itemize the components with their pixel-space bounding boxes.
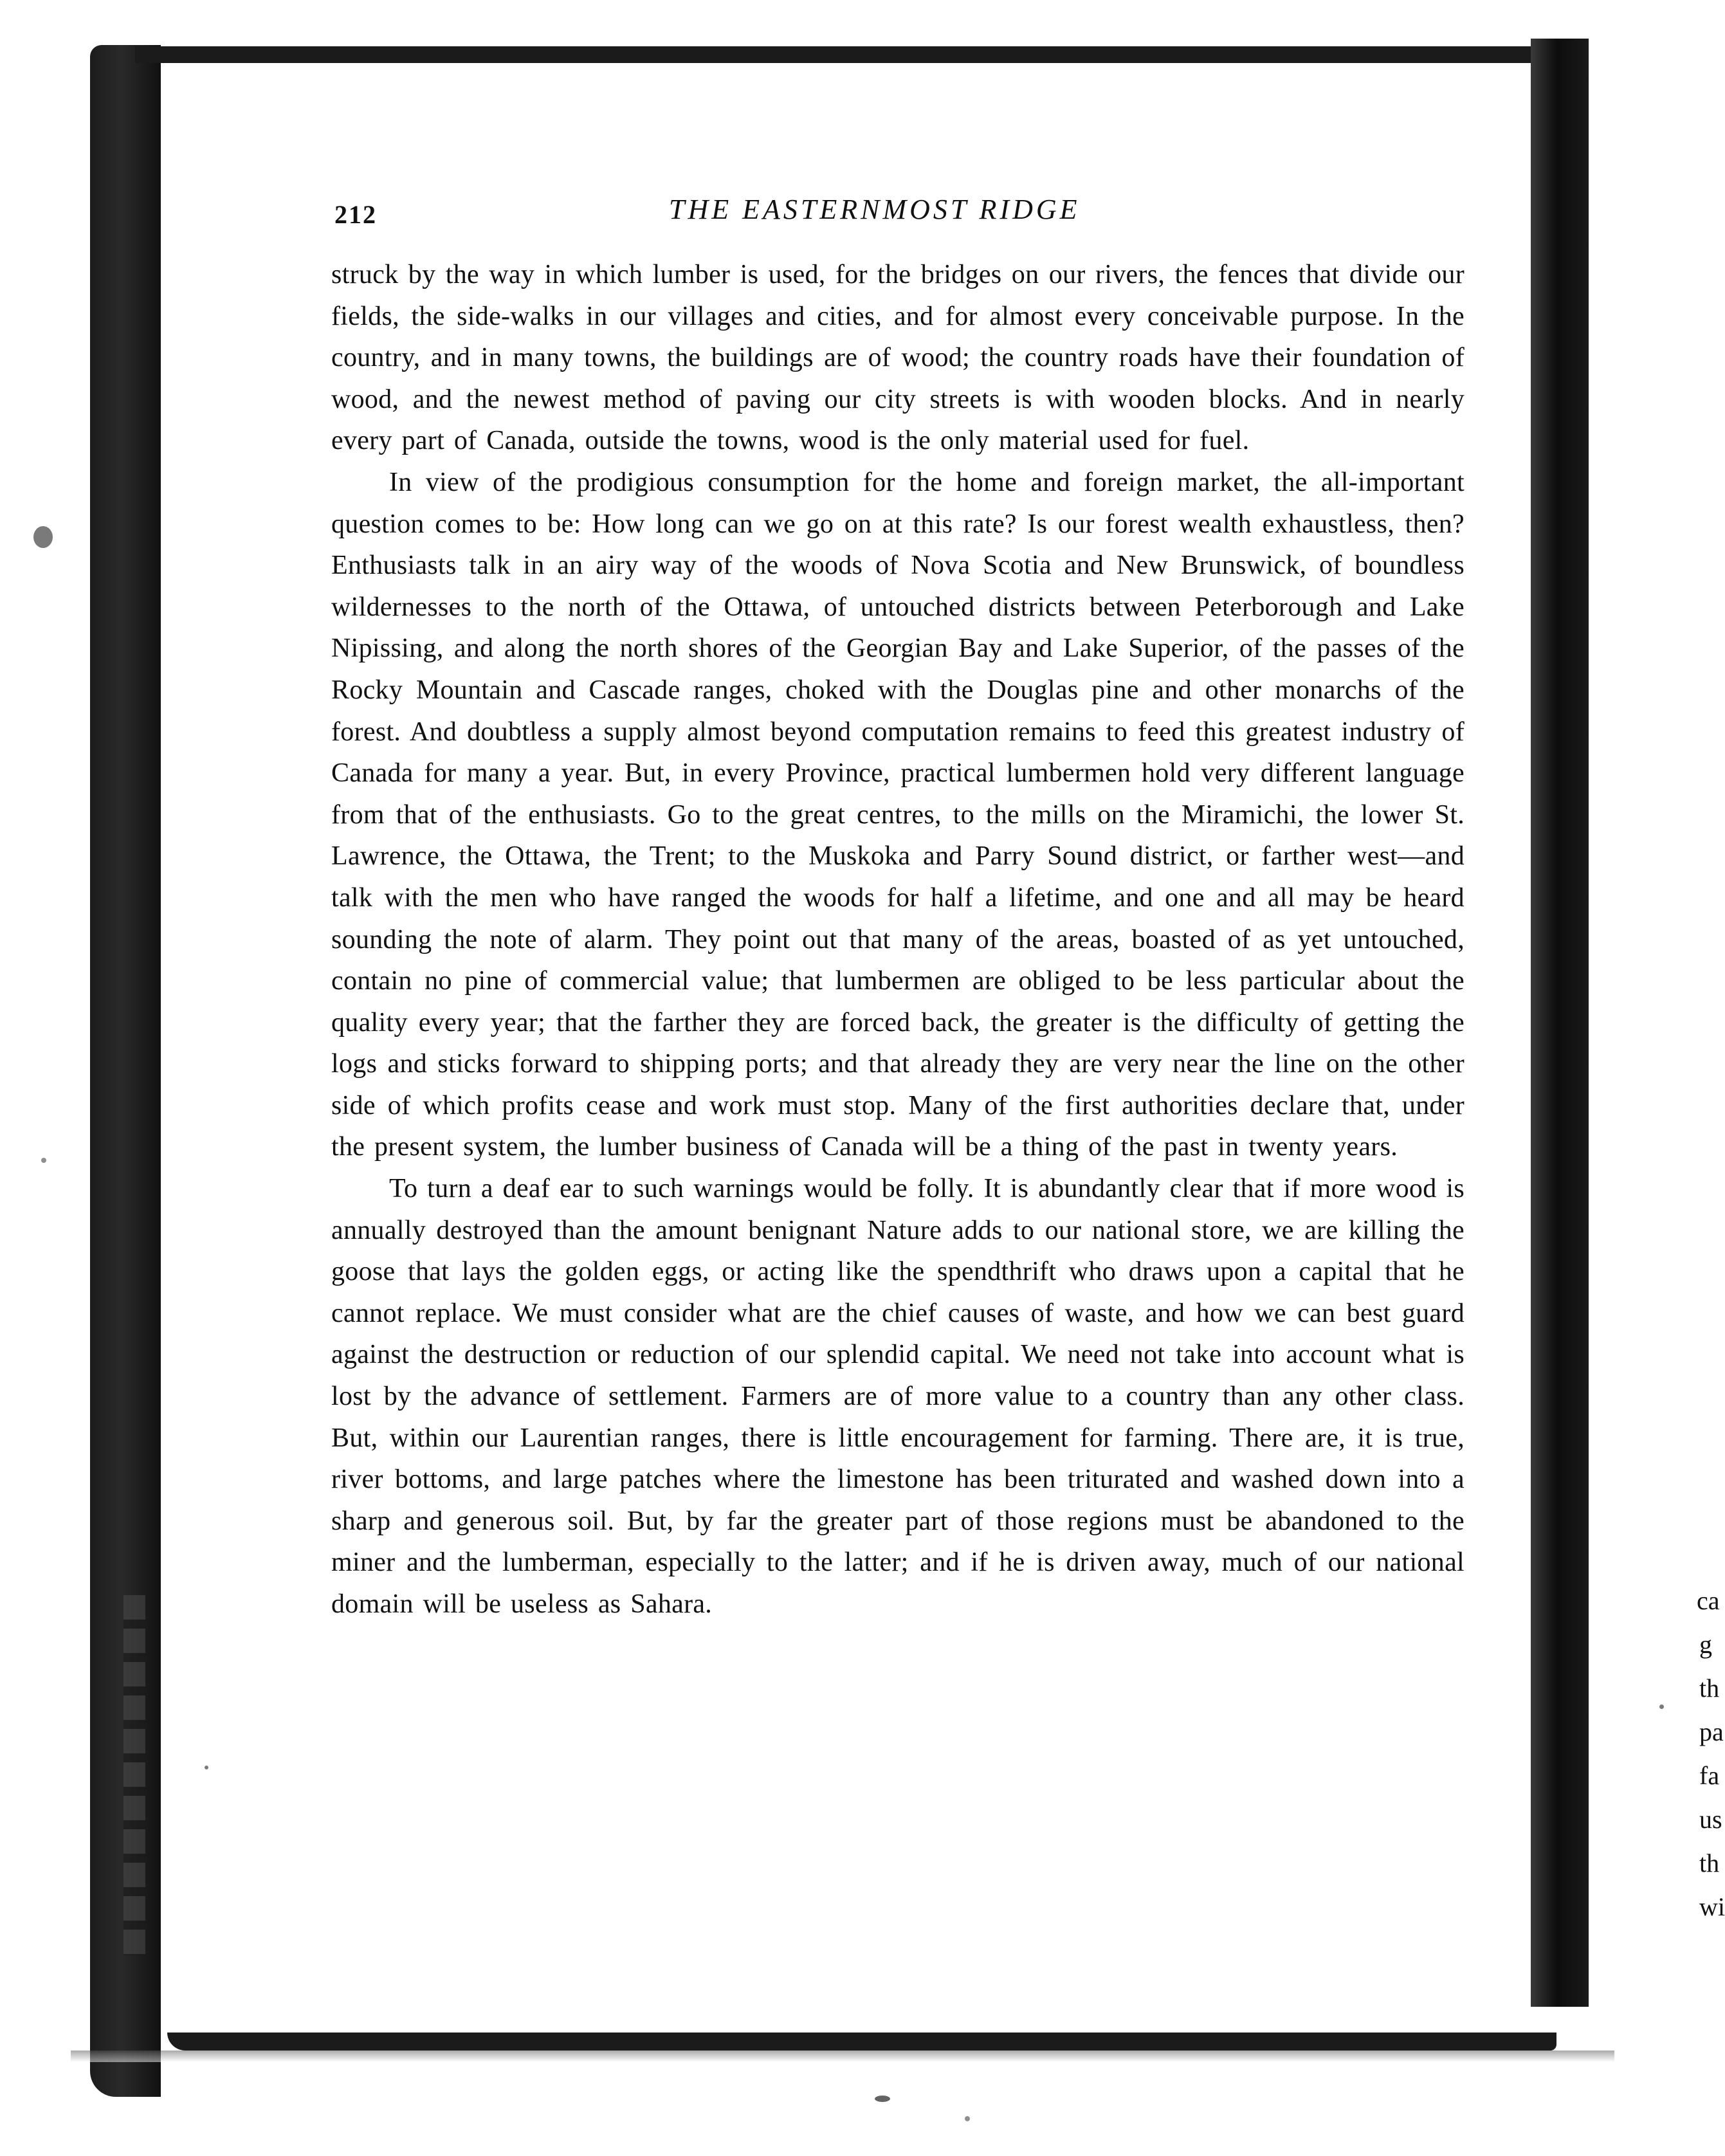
scan-speck bbox=[205, 1766, 208, 1769]
paragraph: In view of the prodigious consumption for the home and foreign market, the all-important question comes to be: How long can we go on at this rate? Is our forest wealth exhaustless, then? Enthusiasts talk in an airy way of the woods of Nova Scotia and New Brunswick, of boundless wildernesses to the north of the Ottawa, of untouched districts between Peterborough and Lake Nipissing, and along the north shores of the Georgian Bay and Lake Superior, of the passes of the Rocky Mountain and Cascade ranges, choked with the Douglas pine and other monarchs of the forest. And doubtless a supply almost beyond computation remains to feed this greatest industry of Canada for many a year. But, in every Province, practical lumbermen hold very different language from that of the enthusiasts. Go to the great centres, to the mills on the Miramichi, the lower St. Lawrence, the Ottawa, the Trent; to the Muskoka and Parry Sound district, or farther west—and talk with the men who have ranged the woods for half a lifetime, and one and all may be heard sounding the note of alarm. They point out that many of the areas, boasted of as yet untouched, contain no pine of commercial value; that lumbermen are obliged to be less particular about the quality every year; that the farther they are forced back, the greater is the difficulty of getting the logs and sticks forward to shipping ports; and that already they are very near the line on the other side of which profits cease and work must stop. Many of the first authorities declare that, under the present system, the lumber business of Canada will be a thing of the past in twenty years. bbox=[331, 467, 1465, 1162]
facing-line: fa bbox=[1699, 1761, 1720, 1790]
body-text bbox=[331, 254, 1465, 1625]
scan-speck bbox=[1659, 1704, 1664, 1709]
facing-line: pa bbox=[1699, 1717, 1724, 1746]
scan-speck bbox=[965, 2116, 970, 2121]
facing-line: ca bbox=[1697, 1586, 1720, 1615]
scan-speck bbox=[41, 1158, 46, 1163]
page-top-shadow bbox=[135, 46, 1550, 63]
page-header bbox=[334, 193, 1479, 244]
spine-stamp bbox=[123, 1595, 145, 1955]
bottom-scan-edge bbox=[71, 2051, 1614, 2062]
running-title: THE EASTERNMOST RIDGE bbox=[669, 194, 1081, 225]
scan-speck bbox=[33, 526, 53, 548]
facing-line: th bbox=[1699, 1674, 1720, 1703]
facing-line: wi bbox=[1699, 1892, 1725, 1921]
paragraph: To turn a deaf ear to such warnings would be folly. It is abundantly clear that if more wood is annually destroyed than the amount benignant Nature adds to our national store, we are killing the goose that lays the golden eggs, or acting like the spendthrift who draws upon a capital that he cannot replace. We must consider what are the chief causes of waste, and how we can best guard against the destruction or reduction of our splendid capital. We need not take into account what is lost by the advance of settlement. Farmers are of more value to a country than any other class. But, within our Laurentian ranges, there is little encouragement for farming. There are, it is true, river bottoms, and large patches where the limestone has been triturated and washed down into a sharp and generous soil. But, by far the greater part of those regions must be abandoned to the miner and the lumberman, especially to the latter; and if he is driven away, much of our national domain will be useless as Sahara. bbox=[331, 1174, 1465, 1619]
facing-line: g bbox=[1699, 1630, 1712, 1659]
paragraph: struck by the way in which lumber is used, for the bridges on our rivers, the fences that divide our fields, the side-walks in our villages and cities, and for almost every conceivable purpose. In the country, and in many towns, the buildings are of wood; the country roads have their foundation of wood, and the newest method of paving our city streets is with wooden blocks. And in nearly every part of Canada, outside the towns, wood is the only material used for fuel. bbox=[331, 260, 1465, 456]
page-gutter bbox=[1531, 39, 1589, 2007]
page-number: 212 bbox=[334, 200, 377, 229]
facing-line: us bbox=[1699, 1805, 1722, 1834]
facing-page-fragment bbox=[1582, 1585, 1725, 1946]
scan-speck bbox=[875, 2096, 890, 2102]
facing-line: th bbox=[1699, 1849, 1720, 1877]
page-bottom-shadow bbox=[167, 2033, 1556, 2051]
